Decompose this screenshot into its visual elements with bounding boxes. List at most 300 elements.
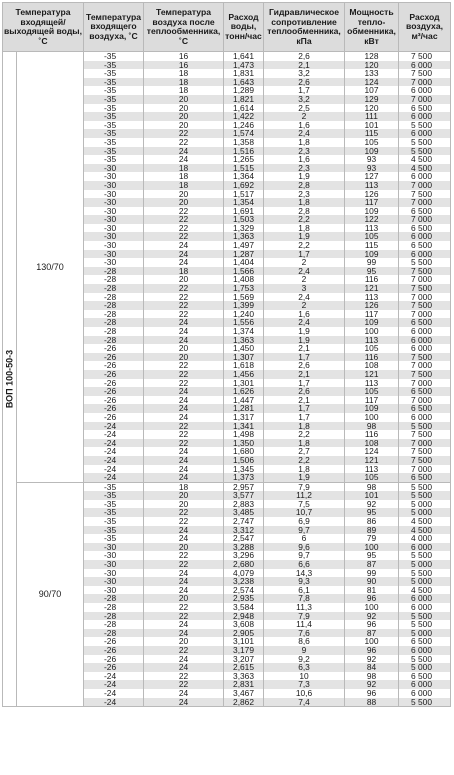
- table-cell: -28: [84, 620, 144, 629]
- table-cell: -35: [84, 69, 144, 78]
- table-cell: 1,691: [224, 207, 264, 216]
- table-cell: 7 000: [399, 198, 451, 207]
- table-cell: 20: [144, 121, 224, 130]
- table-cell: 108: [345, 361, 399, 370]
- table-cell: 113: [345, 336, 399, 345]
- table-cell: 16: [144, 61, 224, 70]
- table-cell: 1,350: [224, 439, 264, 448]
- table-cell: 1,7: [264, 250, 345, 259]
- table-cell: 88: [345, 698, 399, 707]
- table-cell: -24: [84, 698, 144, 707]
- water-temp-cell: 130/70: [17, 52, 84, 483]
- table-cell: 100: [345, 327, 399, 336]
- table-cell: 113: [345, 181, 399, 190]
- table-cell: 3: [264, 284, 345, 293]
- table-cell: 2,1: [264, 61, 345, 70]
- table-cell: -30: [84, 250, 144, 259]
- table-cell: 113: [345, 293, 399, 302]
- table-cell: 7,6: [264, 629, 345, 638]
- table-cell: 24: [144, 698, 224, 707]
- table-cell: 92: [345, 655, 399, 664]
- table-cell: -26: [84, 344, 144, 353]
- table-cell: 6 000: [399, 112, 451, 121]
- table-cell: 109: [345, 147, 399, 156]
- table-cell: 18: [144, 69, 224, 78]
- table-cell: 113: [345, 465, 399, 474]
- table-cell: 1,7: [264, 404, 345, 413]
- table-cell: 22: [144, 560, 224, 569]
- table-cell: 1,246: [224, 121, 264, 130]
- table-cell: -26: [84, 353, 144, 362]
- table-cell: -30: [84, 560, 144, 569]
- table-cell: 7,9: [264, 482, 345, 491]
- table-cell: 3,2: [264, 69, 345, 78]
- table-cell: -30: [84, 164, 144, 173]
- table-cell: 84: [345, 663, 399, 672]
- table-cell: 7 000: [399, 465, 451, 474]
- table-cell: 5 500: [399, 620, 451, 629]
- table-cell: -30: [84, 543, 144, 552]
- header-water-flow: Расход воды, тонн/час: [224, 3, 264, 52]
- table-cell: 7 500: [399, 284, 451, 293]
- table-cell: -24: [84, 422, 144, 431]
- table-cell: 1,329: [224, 224, 264, 233]
- table-cell: -30: [84, 241, 144, 250]
- table-cell: 24: [144, 404, 224, 413]
- table-cell: 24: [144, 689, 224, 698]
- table-cell: 115: [345, 129, 399, 138]
- table-cell: 1,8: [264, 198, 345, 207]
- table-cell: 7 000: [399, 361, 451, 370]
- table-cell: 1,9: [264, 232, 345, 241]
- table-cell: 1,517: [224, 190, 264, 199]
- table-cell: 4 500: [399, 526, 451, 535]
- table-cell: -26: [84, 396, 144, 405]
- table-cell: 18: [144, 482, 224, 491]
- table-cell: 22: [144, 293, 224, 302]
- table-row: [3, 52, 451, 61]
- table-cell: 107: [345, 86, 399, 95]
- table-cell: 92: [345, 680, 399, 689]
- table-cell: 6 000: [399, 327, 451, 336]
- table-cell: 5 500: [399, 121, 451, 130]
- table-cell: 6 500: [399, 387, 451, 396]
- table-cell: 2,680: [224, 560, 264, 569]
- table-cell: 2: [264, 112, 345, 121]
- table-cell: 7 500: [399, 447, 451, 456]
- table-cell: 20: [144, 104, 224, 113]
- table-cell: -26: [84, 387, 144, 396]
- table-cell: 10: [264, 672, 345, 681]
- table-cell: 1,8: [264, 465, 345, 474]
- table-cell: 20: [144, 95, 224, 104]
- table-cell: 124: [345, 447, 399, 456]
- table-cell: 2,547: [224, 534, 264, 543]
- table-cell: 7 000: [399, 310, 451, 319]
- table-cell: -35: [84, 61, 144, 70]
- table-cell: 2,948: [224, 612, 264, 621]
- table-cell: 9,3: [264, 577, 345, 586]
- table-cell: 22: [144, 379, 224, 388]
- table-cell: -30: [84, 224, 144, 233]
- table-cell: 127: [345, 172, 399, 181]
- table-cell: 126: [345, 190, 399, 199]
- table-body: [3, 52, 451, 707]
- table-cell: 87: [345, 560, 399, 569]
- table-cell: 2,574: [224, 586, 264, 595]
- table-cell: 1,307: [224, 353, 264, 362]
- table-cell: 7 500: [399, 52, 451, 61]
- table-cell: 1,753: [224, 284, 264, 293]
- table-cell: 2,957: [224, 482, 264, 491]
- table-cell: -24: [84, 456, 144, 465]
- table-cell: 1,618: [224, 361, 264, 370]
- table-cell: 6 000: [399, 129, 451, 138]
- table-cell: 1,404: [224, 258, 264, 267]
- table-cell: -35: [84, 104, 144, 113]
- table-cell: -28: [84, 293, 144, 302]
- table-cell: 11,3: [264, 603, 345, 612]
- table-cell: 22: [144, 215, 224, 224]
- table-cell: 129: [345, 95, 399, 104]
- table-cell: -30: [84, 215, 144, 224]
- table-cell: 105: [345, 473, 399, 482]
- table-cell: 1,692: [224, 181, 264, 190]
- table-cell: -30: [84, 172, 144, 181]
- table-cell: 5 000: [399, 663, 451, 672]
- table-cell: 11,2: [264, 491, 345, 500]
- table-cell: 6 000: [399, 250, 451, 259]
- table-cell: 4 500: [399, 164, 451, 173]
- table-cell: 2,3: [264, 147, 345, 156]
- table-cell: 109: [345, 207, 399, 216]
- table-cell: 7,3: [264, 680, 345, 689]
- table-cell: 2,6: [264, 387, 345, 396]
- table-cell: 24: [144, 473, 224, 482]
- table-cell: 22: [144, 129, 224, 138]
- table-cell: 22: [144, 551, 224, 560]
- table-cell: 5 500: [399, 569, 451, 578]
- table-cell: 1,345: [224, 465, 264, 474]
- table-cell: 1,301: [224, 379, 264, 388]
- table-cell: -26: [84, 404, 144, 413]
- table-cell: 4 500: [399, 155, 451, 164]
- table-cell: 1,7: [264, 86, 345, 95]
- table-cell: 22: [144, 603, 224, 612]
- table-cell: 6 500: [399, 318, 451, 327]
- table-cell: 1,287: [224, 250, 264, 259]
- table-cell: 95: [345, 267, 399, 276]
- table-cell: -30: [84, 577, 144, 586]
- table-cell: 87: [345, 629, 399, 638]
- table-cell: 105: [345, 232, 399, 241]
- table-cell: 1,498: [224, 430, 264, 439]
- table-cell: 5 000: [399, 577, 451, 586]
- table-cell: 98: [345, 672, 399, 681]
- table-cell: 24: [144, 629, 224, 638]
- table-cell: 1,6: [264, 155, 345, 164]
- table-cell: 5 000: [399, 500, 451, 509]
- table-cell: 7 500: [399, 430, 451, 439]
- table-cell: 2,2: [264, 430, 345, 439]
- table-cell: 22: [144, 508, 224, 517]
- table-cell: -35: [84, 500, 144, 509]
- table-cell: 7,8: [264, 594, 345, 603]
- table-cell: 1,9: [264, 172, 345, 181]
- table-cell: -28: [84, 336, 144, 345]
- table-cell: 117: [345, 396, 399, 405]
- table-cell: 6 500: [399, 473, 451, 482]
- table-cell: 99: [345, 258, 399, 267]
- table-cell: 24: [144, 258, 224, 267]
- table-cell: 22: [144, 439, 224, 448]
- table-cell: 2,883: [224, 500, 264, 509]
- table-cell: 1,626: [224, 387, 264, 396]
- table-cell: -28: [84, 267, 144, 276]
- table-cell: 24: [144, 569, 224, 578]
- table-cell: 90: [345, 577, 399, 586]
- table-cell: 10,7: [264, 508, 345, 517]
- table-cell: 5 500: [399, 612, 451, 621]
- table-cell: 92: [345, 612, 399, 621]
- table-cell: 92: [345, 500, 399, 509]
- table-cell: 95: [345, 551, 399, 560]
- table-cell: 22: [144, 672, 224, 681]
- table-cell: 116: [345, 430, 399, 439]
- model-label: ВОП 100-50-3: [4, 349, 15, 409]
- table-cell: 5 000: [399, 560, 451, 569]
- table-cell: 20: [144, 543, 224, 552]
- table-cell: 93: [345, 164, 399, 173]
- table-cell: 1,341: [224, 422, 264, 431]
- table-cell: 2,6: [264, 78, 345, 87]
- table-cell: 3,577: [224, 491, 264, 500]
- table-cell: 105: [345, 387, 399, 396]
- header-air-out-temp: Температура воздуха после теплообменника, ˚С: [144, 3, 224, 52]
- table-cell: -35: [84, 147, 144, 156]
- table-cell: 5 500: [399, 138, 451, 147]
- table-cell: 6 000: [399, 689, 451, 698]
- table-cell: 3,207: [224, 655, 264, 664]
- table-cell: 2,905: [224, 629, 264, 638]
- table-cell: -26: [84, 413, 144, 422]
- table-cell: 1,7: [264, 353, 345, 362]
- table-cell: 1,515: [224, 164, 264, 173]
- table-cell: 6 000: [399, 543, 451, 552]
- table-cell: 1,516: [224, 147, 264, 156]
- table-cell: 109: [345, 318, 399, 327]
- table-cell: 99: [345, 569, 399, 578]
- table-cell: -26: [84, 379, 144, 388]
- table-cell: 113: [345, 224, 399, 233]
- table-cell: 1,503: [224, 215, 264, 224]
- table-cell: 3,312: [224, 526, 264, 535]
- table-cell: 7 000: [399, 293, 451, 302]
- table-cell: -35: [84, 155, 144, 164]
- table-cell: 108: [345, 439, 399, 448]
- table-cell: 14,3: [264, 569, 345, 578]
- table-cell: 3,288: [224, 543, 264, 552]
- table-cell: 7 000: [399, 396, 451, 405]
- table-cell: 7 000: [399, 95, 451, 104]
- table-cell: 122: [345, 215, 399, 224]
- table-cell: 24: [144, 577, 224, 586]
- table-cell: -28: [84, 629, 144, 638]
- table-cell: 2,1: [264, 396, 345, 405]
- table-cell: -35: [84, 52, 144, 61]
- table-cell: 3,2: [264, 95, 345, 104]
- table-cell: 6 000: [399, 232, 451, 241]
- table-cell: 22: [144, 224, 224, 233]
- table-cell: 2,6: [264, 52, 345, 61]
- table-cell: 1,265: [224, 155, 264, 164]
- table-cell: 100: [345, 603, 399, 612]
- table-cell: 24: [144, 241, 224, 250]
- table-cell: 128: [345, 52, 399, 61]
- table-cell: -30: [84, 586, 144, 595]
- table-cell: 105: [345, 138, 399, 147]
- table-cell: 1,566: [224, 267, 264, 276]
- table-cell: 1,7: [264, 379, 345, 388]
- table-cell: 5 500: [399, 655, 451, 664]
- table-cell: 22: [144, 301, 224, 310]
- table-cell: 2,2: [264, 241, 345, 250]
- table-cell: -35: [84, 86, 144, 95]
- table-cell: 24: [144, 387, 224, 396]
- table-cell: -35: [84, 534, 144, 543]
- table-cell: -26: [84, 663, 144, 672]
- table-cell: 24: [144, 663, 224, 672]
- table-cell: 100: [345, 637, 399, 646]
- table-cell: 7 000: [399, 439, 451, 448]
- table-cell: 111: [345, 112, 399, 121]
- table-cell: 6,9: [264, 517, 345, 526]
- table-cell: 89: [345, 526, 399, 535]
- table-cell: 22: [144, 138, 224, 147]
- header-power: Мощность тепло-обменника, кВт: [345, 3, 399, 52]
- table-cell: 1,9: [264, 327, 345, 336]
- table-cell: 1,399: [224, 301, 264, 310]
- table-cell: 6 500: [399, 241, 451, 250]
- table-cell: 22: [144, 232, 224, 241]
- table-cell: 1,456: [224, 370, 264, 379]
- table-cell: -30: [84, 207, 144, 216]
- model-label-cell: [3, 52, 17, 707]
- table-cell: 20: [144, 275, 224, 284]
- table-cell: 20: [144, 344, 224, 353]
- table-cell: 24: [144, 318, 224, 327]
- table-cell: 1,8: [264, 138, 345, 147]
- table-cell: 24: [144, 655, 224, 664]
- table-cell: 20: [144, 500, 224, 509]
- table-cell: -35: [84, 129, 144, 138]
- table-cell: -30: [84, 551, 144, 560]
- table-cell: 5 500: [399, 258, 451, 267]
- table-cell: 6 000: [399, 594, 451, 603]
- table-cell: 22: [144, 430, 224, 439]
- table-cell: 1,497: [224, 241, 264, 250]
- table-cell: 20: [144, 112, 224, 121]
- table-cell: 1,358: [224, 138, 264, 147]
- table-cell: 3,296: [224, 551, 264, 560]
- table-cell: 5 500: [399, 491, 451, 500]
- table-cell: 1,8: [264, 422, 345, 431]
- table-cell: 2,8: [264, 207, 345, 216]
- table-cell: 3,363: [224, 672, 264, 681]
- table-cell: 8,6: [264, 637, 345, 646]
- table-cell: 22: [144, 284, 224, 293]
- table-cell: 1,364: [224, 172, 264, 181]
- table-cell: 7 000: [399, 379, 451, 388]
- table-cell: 93: [345, 155, 399, 164]
- table-cell: 115: [345, 241, 399, 250]
- table-cell: 6 500: [399, 104, 451, 113]
- table-cell: 3,101: [224, 637, 264, 646]
- table-cell: 1,354: [224, 198, 264, 207]
- table-cell: -24: [84, 447, 144, 456]
- table-cell: 24: [144, 413, 224, 422]
- table-cell: -35: [84, 78, 144, 87]
- table-cell: 1,473: [224, 61, 264, 70]
- table-cell: 6 500: [399, 637, 451, 646]
- table-cell: 1,422: [224, 112, 264, 121]
- table-cell: 22: [144, 310, 224, 319]
- table-cell: -24: [84, 430, 144, 439]
- table-cell: -35: [84, 482, 144, 491]
- table-cell: 2: [264, 301, 345, 310]
- table-cell: 4 500: [399, 517, 451, 526]
- table-cell: 2,7: [264, 447, 345, 456]
- table-cell: -28: [84, 318, 144, 327]
- table-cell: 20: [144, 198, 224, 207]
- table-cell: 22: [144, 612, 224, 621]
- table-cell: 22: [144, 646, 224, 655]
- table-cell: 22: [144, 361, 224, 370]
- table-cell: 96: [345, 594, 399, 603]
- table-cell: 1,8: [264, 224, 345, 233]
- table-cell: 3,179: [224, 646, 264, 655]
- table-cell: 2: [264, 275, 345, 284]
- table-cell: 24: [144, 327, 224, 336]
- table-cell: 1,450: [224, 344, 264, 353]
- table-cell: 126: [345, 301, 399, 310]
- table-cell: 2,4: [264, 293, 345, 302]
- table-cell: 98: [345, 482, 399, 491]
- table-cell: -28: [84, 310, 144, 319]
- performance-table: [2, 2, 451, 707]
- table-cell: 1,614: [224, 104, 264, 113]
- table-cell: 101: [345, 491, 399, 500]
- table-cell: -35: [84, 508, 144, 517]
- table-cell: 120: [345, 104, 399, 113]
- table-cell: 1,373: [224, 473, 264, 482]
- table-cell: -26: [84, 655, 144, 664]
- table-cell: 1,556: [224, 318, 264, 327]
- table-cell: 2,4: [264, 129, 345, 138]
- table-cell: -28: [84, 284, 144, 293]
- table-cell: 109: [345, 404, 399, 413]
- table-cell: -35: [84, 491, 144, 500]
- table-cell: 1,574: [224, 129, 264, 138]
- table-cell: -30: [84, 232, 144, 241]
- table-cell: 7 500: [399, 301, 451, 310]
- table-cell: 18: [144, 86, 224, 95]
- table-cell: 2: [264, 258, 345, 267]
- table-cell: 96: [345, 689, 399, 698]
- table-cell: 9,6: [264, 543, 345, 552]
- table-cell: -24: [84, 680, 144, 689]
- table-cell: -35: [84, 112, 144, 121]
